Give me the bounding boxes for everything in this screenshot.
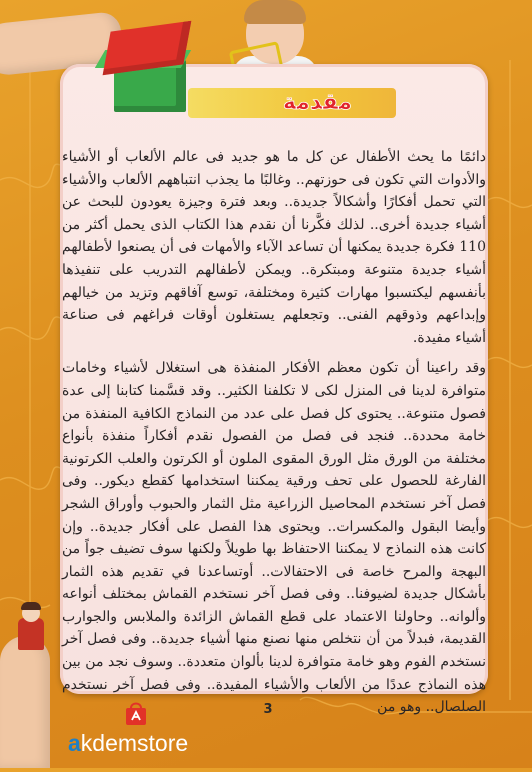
paragraph-2: وقد راعينا أن تكون معظم الأفكار المنفذة هى استغلال لأشياء وخامات متوافرة لدينا فى المنزل لكى لا تكلفنا الكثير.. وقد قسَّمنا كتابنا إلى عدة فصول متنوعة.. يحتوى كل فصل على عدد من النماذج الكافية المنفذة من خامة محددة.. فنجد فى فصل من الفصول نقدم أفكاراً منفذة بأنواع مختلفة من الورق مثل الورق المقوى الملون أو الكرتون والعلب الكرتونية الفارغة للحصول على تحف ورقية يمكننا استخدامها كقطع ديكور.. وفى فصل آخر نستخدم المحاصيل الزراعية مثل الثمار والحبوب وأوراق الشجر وأيضا البقول والمكسرات.. ويحتوى هذا الفصل على أفكار جديدة.. وإن كانت هذه النماذج لا يمكننا الاحتفاظ بها طويلاً ولكنها سوف تضيف جواً من البهجة والمرح خاصة فى الاحتفالات.. أوتساعدنا في تقديم هذه الثمار بأشكال جديدة لضيوفنا.. وفى فصل آخر نستخدم القماش بمختلف أنواعه وألوانه.. وحاولنا الاعتماد على قطع القماش الزائدة والملابس والجوارب القديمة، فبدلاً من أن نتخلص منها نصنع منها أشياء جديدة.. وفى فصل آخر نستخدم الفوم وهو خامة متوافرة لدينا بألوان متعددة.. وسوف نجد من بين هذه النماذج عددًا من الألعاب والأشياء المفيدة.. وفى فصل آخر نستخدم الصلصال.. وهو من bbox=[62, 360, 486, 716]
body-text bbox=[62, 146, 486, 719]
paragraph-1: دائمًا ما يحث الأطفال عن كل ما هو جديد فى عالم الألعاب أو الأشياء والأدوات التي تكون فى حوزتهم.. وغالبًا ما يجذب انتباههم الألعاب والأشياء التي تحمل أفكارًا وأشكالاً جديدة.. وبعد فترة وجيزة يعودون للبحث عن أشياء جديدة أخرى.. لذلك فكَّرنا أن نقدم هذا الكتاب الذى يحمل أكثر من 110 فكرة جديدة يمكنها أن تساعد الآباء والأمهات فى أن يصنعوا لأطفالهم أشياء جديدة متنوعة ومبتكرة.. ويمكن لأطفالهم التدريب على تنفيذها بأنفسهم ليكتسبوا مهارات كثيرة ومختلفة، توسع آفاقهم وتزيد من خيالهم وإبداعهم وذوقهم الفنى.. وتجعلهم يستغلون أوقات فراغهم فى صناعة أشياء مفيدة. bbox=[62, 149, 486, 346]
watermark-logo bbox=[68, 728, 238, 758]
shopping-bag-icon bbox=[124, 700, 148, 726]
page-number: 3 bbox=[263, 702, 273, 717]
logo-prefix: a bbox=[68, 730, 81, 756]
page-title: مقدمة bbox=[282, 90, 352, 115]
hand-image-bottom bbox=[0, 636, 50, 768]
logo-rest: kdemstore bbox=[80, 730, 189, 756]
finger-puppet-image bbox=[14, 604, 48, 650]
